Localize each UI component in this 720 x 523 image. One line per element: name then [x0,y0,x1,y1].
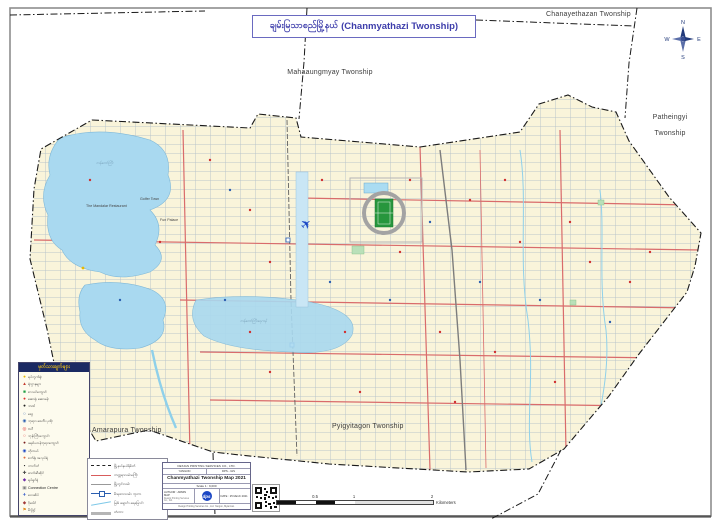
legend-symbol-icon: ✈ [22,492,27,498]
legend-symbol-icon: ◉ [22,447,27,453]
legend-item-label: ဘဏ် [28,404,36,409]
legend-item-label: ဘုန်းကြီးကျောင်း [28,433,50,438]
line-legend-label: ကတ္တရာလမ်းမကြီး [114,472,138,477]
legend-item [21,506,87,513]
legend-item [21,373,87,380]
compass-w-label: W [664,37,670,43]
info-meta-row [163,489,250,504]
legend-item-label: ဟိုတယ် [28,448,39,453]
line-legend-item [91,490,164,498]
line-legend-label: မြို့တွင်းလမ်း [114,482,130,487]
legend-item [21,381,87,388]
legend-symbol-icon: ▪ [23,462,26,468]
map-title-english: (Chanmyathazi Twonship) [341,21,459,32]
lake-label-lower: ကန်တော်ကြီးရေကန် [240,319,267,323]
map-title [252,15,476,38]
legend-item-label: ဗလီ [28,426,34,431]
info-scale: Scale 1 : 9,000 [163,484,250,490]
legend-symbol-icon: ○ [23,410,26,416]
info-logo-cell [194,489,220,503]
legend-item [21,447,87,454]
airport-runway [296,172,308,307]
legend-item [21,395,87,402]
scale-unit-label: Kilometers [436,500,456,505]
line-legend-label: မြစ်၊ ချောင်း၊ ရေမြောင်း [114,500,144,505]
legend-symbol-icon: ⚑ [22,507,27,513]
legend-item [21,388,87,395]
legend-symbol-icon: ▲ [22,381,27,387]
info-box [162,462,251,510]
dps-logo: dps [202,491,212,501]
legend-symbol-icon: ● [23,440,26,446]
line-legend-label: တံတား [114,510,124,515]
compass-n-label: N [681,20,685,26]
legend-symbol-icon: ● [23,395,26,401]
info-author-note: Design Printing Services Co., Ltd. [164,497,190,502]
line-legend-item [91,508,164,516]
neighbor-label-patheingyi-2: Twonship [654,130,686,137]
legend-item-label: ရပ်ကွက်ရုံး [28,374,43,379]
legend-item [21,484,87,491]
legend-item-label: ဈေး [28,411,34,416]
legend-item-label: ဓာတ်ဆီဆိုင် [28,470,44,475]
legend-item [21,403,87,410]
legend-item-label: စက်ရုံ၊ အလုပ်ရုံ [28,456,48,461]
info-author-cell [163,489,194,503]
legend-header: မှတ်သားချက်များ [19,363,89,372]
line-legend-item [91,462,164,470]
neighbor-label-chanayethazan: Chanayethazan Twonship [546,11,631,18]
line-symbol-icon [91,462,111,470]
legend-item [21,425,87,432]
line-legend-label: မီးရထားလမ်း၊ ဘူတာ [114,491,142,496]
compass-s-label: S [681,55,685,60]
legend-symbol-icon: ◉ [22,418,27,424]
legend-item [21,477,87,484]
legend-item [21,455,87,462]
line-symbol-icon [91,499,111,507]
legend-symbol-icon: ■ [23,388,26,394]
legend-item-label: စာသင်ကျောင်း [28,389,48,394]
line-legend-item [91,480,164,488]
legend-symbol-icon: ◆ [22,499,27,505]
legend-symbol-icon: ✚ [22,469,27,475]
poi-label-fun-palace: Fun Palace [160,218,179,222]
line-legend-item [91,471,164,479]
legend-item-label: မီးပွိုင့် [28,508,36,513]
line-symbol-icon [91,490,111,498]
legend-item [21,432,87,439]
poi-label-restaurant: The Mandalar Restaurant [86,204,127,208]
line-symbol-icon [91,508,111,516]
info-date: DATE : 25 March 2021 [220,494,248,498]
scale-tick-1: 1 [352,494,356,499]
scale-tick-0: 0 [274,494,278,499]
info-author: AUTHOR : ADMIN MAP [164,490,187,497]
legend-item [21,410,87,417]
legend-item [21,418,87,425]
scale-bar-graphic [276,500,434,505]
legend-item-label: ဘုရား၊ စေတီ၊ ပုထိုး [28,419,53,424]
legend-items [19,372,89,515]
info-map-title: Chanmyathazi Twonship Map 2021 [163,475,250,484]
legend-symbol-icon: ▣ [22,484,27,490]
legend-item-label: ရုပ်ရှင်ရုံ [28,478,39,483]
legend-item-label: ရုံးဌာနများ [28,382,42,387]
line-legend-item [91,499,164,507]
scale-tick-2: 2 [430,494,434,499]
scale-tick-05: 0.5 [312,494,318,499]
legend-item [21,462,87,469]
info-company: DESIGN PRINTING SERVICES CO., LTD. [163,463,250,469]
legend-symbol-icon: ○ [23,432,26,438]
scale-bar [276,492,471,510]
map-title-myanmar: ချမ်းမြသာစည်မြို့နယ် [269,20,339,30]
legend-item-label: Connection Centre [28,485,58,490]
compass-e-label: E [697,37,701,43]
airplane-icon: ✈ [297,214,315,234]
legend-item [21,469,87,476]
neighbor-label-mahaaungmyay: Mahaaungmyay Twonship [287,69,373,76]
neighbor-label-pyigyitagon: Pyigyitagon Twonship [332,423,404,430]
line-symbol-icon [91,480,111,488]
legend-item-label: လေဆိပ် [28,493,39,498]
lake-label-upper: ကန်တော်ကြီး [96,161,114,165]
legend-symbol-icon: ● [23,403,26,409]
legend-item [21,492,87,499]
info-department: DPS - GIS [221,469,236,474]
neighbor-label-patheingyi-1: Patheingyi [652,114,688,121]
legend-item [21,440,87,447]
legend-item-label: ဆေးရုံ၊ ဆေးခန်း [28,396,49,401]
legend-item [21,499,87,506]
poi-label-golfer: Golfer Town [140,197,160,201]
info-fine-print: Design Printing Services Co., Ltd. Yangon, Myanmar. [178,505,235,508]
info-city: YANGON [163,469,207,474]
legend-symbol-icon: ◆ [22,477,27,483]
info-date-cell [220,489,251,503]
compass-rose [664,18,702,60]
compass-star-icon [672,26,694,52]
line-symbol-icon [91,471,111,479]
legend-symbol-icon: ● [23,373,26,379]
line-legend-label: မြို့နယ်နယ်နိမိတ် [114,463,136,468]
neighbor-label-amarapura: Amarapura Twonship [92,427,162,434]
legend-item-label: ဂိုဒေါင် [28,500,37,505]
legend-symbol-icon: ◎ [22,425,27,431]
legend-item-label: ခရစ်ယာန်ဘုရားကျောင်း [28,441,60,446]
legend-box [18,362,90,516]
legend-symbol-icon: ● [23,455,26,461]
legend-item-label: ကားဂိတ် [28,463,40,468]
line-legend-box [87,458,168,520]
